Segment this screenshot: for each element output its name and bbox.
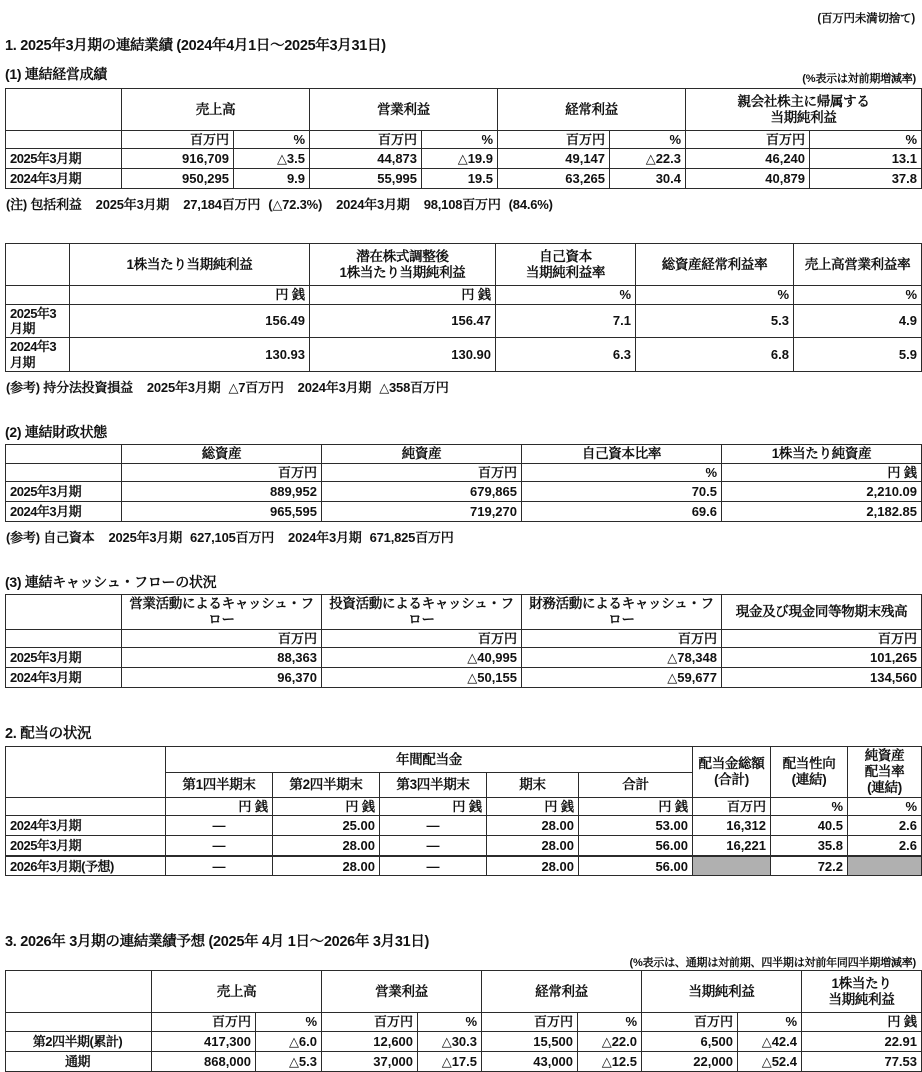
- unit-corner: [6, 1013, 152, 1031]
- financial-position-table: [5, 444, 922, 522]
- cell-value: 30.4: [610, 169, 686, 189]
- unit-row: [6, 1013, 922, 1031]
- unit-rounding-note: (百万円未満切捨て): [817, 13, 915, 25]
- cell-value: 70.5: [522, 482, 722, 502]
- header-year-end: 期末: [487, 772, 579, 797]
- equity-method-footnote: [6, 377, 919, 396]
- table-row: [6, 304, 922, 338]
- footnote-value-2: 671,825百万円: [369, 530, 454, 546]
- unit-roa: %: [636, 286, 794, 304]
- unit-total-assets: 百万円: [122, 463, 322, 481]
- cell-value: 130.93: [70, 338, 310, 372]
- header-ordinary-income: 経常利益: [498, 89, 686, 131]
- row-label: 2024年3月期: [6, 502, 122, 522]
- footnote-prefix: (注) 包括利益: [6, 197, 82, 213]
- cell-value: 96,370: [122, 668, 322, 688]
- cell-value: △40,995: [322, 648, 522, 668]
- unit-corner: [6, 630, 122, 648]
- row-label: 2025年3月期: [6, 836, 166, 856]
- cell-value: 69.6: [522, 502, 722, 522]
- cell-value: 130.90: [310, 338, 496, 372]
- unit-corner: [6, 131, 122, 149]
- dividends-table: [5, 746, 922, 876]
- table-row: [6, 502, 922, 522]
- footnote-period-2: 2024年3月期: [297, 379, 372, 395]
- footnote-value-2: 98,108百万円: [423, 197, 501, 213]
- cell-value: —: [380, 836, 487, 856]
- cell-value: 28.00: [273, 856, 380, 876]
- header-bps: 1株当たり純資産: [722, 444, 922, 463]
- cell-value: 868,000: [152, 1051, 256, 1071]
- cell-value: 2.6: [848, 816, 922, 836]
- cell-value: △12.5: [578, 1051, 642, 1071]
- subsection-1-2-title: (2) 連結財政状態: [5, 423, 107, 440]
- unit-year-end: 円 銭: [487, 798, 579, 816]
- cell-value: △78,348: [522, 648, 722, 668]
- cell-value: 134,560: [722, 668, 922, 688]
- footnote-prefix: (参考) 持分法投資損益: [6, 379, 133, 395]
- per-share-indicators-table: [5, 243, 922, 372]
- unit-ord-pct: %: [610, 131, 686, 149]
- table-row: [6, 338, 922, 372]
- unit-ni-amount: 百万円: [642, 1013, 738, 1031]
- footnote-prefix: (参考) 自己資本: [6, 530, 95, 546]
- table-header-row: [6, 971, 922, 1013]
- footnote-period-2: 2024年3月期: [288, 530, 362, 546]
- unit-row: [6, 630, 922, 648]
- unit-ni-pct: %: [738, 1013, 802, 1031]
- table-header-row: [6, 244, 922, 286]
- footnote-value-1: △7百万円: [228, 379, 284, 395]
- cell-value: 679,865: [322, 482, 522, 502]
- cell-value: 56.00: [579, 836, 693, 856]
- row-label: 2025年3月期: [6, 304, 70, 338]
- unit-total: 円 銭: [579, 798, 693, 816]
- row-label: 2025年3月期: [6, 648, 122, 668]
- header-net-sales: 売上高: [152, 971, 322, 1013]
- corner-cell: [6, 971, 152, 1013]
- header-operating-income: 営業利益: [310, 89, 498, 131]
- header-investing-cf: 投資活動によるキャッシュ・フロー: [322, 595, 522, 630]
- unit-equity-ratio: %: [522, 463, 722, 481]
- cell-value: △17.5: [418, 1051, 482, 1071]
- unit-financing-cf: 百万円: [522, 630, 722, 648]
- unit-ni-amount: 百万円: [686, 131, 810, 149]
- header-equity-ratio: 自己資本比率: [522, 444, 722, 463]
- cell-value: 72.2: [771, 856, 848, 876]
- unit-ni-pct: %: [810, 131, 922, 149]
- unit-sales-pct: %: [234, 131, 310, 149]
- unit-diluted-eps: 円 銭: [310, 286, 496, 304]
- header-dividend-on-equity: 純資産 配当率 (連結): [848, 747, 922, 798]
- cell-value: —: [380, 816, 487, 836]
- cell-value: △22.0: [578, 1031, 642, 1051]
- section-3-note: (%表示は、通期は対前期、四半期は対前年同四半期増減率): [629, 957, 916, 970]
- subsection-1-1-title: (1) 連結経営成績: [5, 66, 107, 82]
- footnote-pct-1: (△72.3%): [268, 197, 323, 213]
- cell-value: 19.5: [422, 169, 498, 189]
- corner-cell: [6, 444, 122, 463]
- unit-bps: 円 銭: [722, 463, 922, 481]
- cell-value: 55,995: [310, 169, 422, 189]
- table-row: [6, 1031, 922, 1051]
- consolidated-results-table: [5, 88, 922, 189]
- unit-eps: 円 銭: [70, 286, 310, 304]
- header-eps: 1株当たり当期純利益: [70, 244, 310, 286]
- cell-value: 4.9: [794, 304, 922, 338]
- unit-op-pct: %: [418, 1013, 482, 1031]
- cell-value: 156.49: [70, 304, 310, 338]
- subsection-1-3-title: (3) 連結キャッシュ・フローの状況: [5, 574, 217, 591]
- cell-value: △19.9: [422, 149, 498, 169]
- header-financing-cf: 財務活動によるキャッシュ・フロー: [522, 595, 722, 630]
- unit-sales-pct: %: [256, 1013, 322, 1031]
- unit-sales-amount: 百万円: [122, 131, 234, 149]
- unit-net-assets: 百万円: [322, 463, 522, 481]
- cell-value: 5.9: [794, 338, 922, 372]
- cell-value: 28.00: [487, 836, 579, 856]
- cell-value-disabled: [848, 856, 922, 876]
- unit-ord-amount: 百万円: [482, 1013, 578, 1031]
- unit-row: [6, 131, 922, 149]
- cell-value: 37.8: [810, 169, 922, 189]
- footnote-value-1: 27,184百万円: [183, 197, 261, 213]
- cell-value: —: [166, 856, 273, 876]
- cell-value: 43,000: [482, 1051, 578, 1071]
- row-label: 2025年3月期: [6, 149, 122, 169]
- unit-ord-pct: %: [578, 1013, 642, 1031]
- unit-payout-ratio: %: [771, 798, 848, 816]
- row-label: 通期: [6, 1051, 152, 1071]
- corner-cell: [6, 89, 122, 131]
- table-header-row: [6, 89, 922, 131]
- header-net-income-parent: 親会社株主に帰属する 当期純利益: [686, 89, 922, 131]
- cell-value: 719,270: [322, 502, 522, 522]
- unit-op-amount: 百万円: [310, 131, 422, 149]
- unit-corner: [6, 286, 70, 304]
- cell-value: —: [166, 836, 273, 856]
- row-label: 2026年3月期(予想): [6, 856, 166, 876]
- cell-value: 16,312: [693, 816, 771, 836]
- cell-value: △59,677: [522, 668, 722, 688]
- cell-value: 88,363: [122, 648, 322, 668]
- cell-value: 44,873: [310, 149, 422, 169]
- table-row: [6, 648, 922, 668]
- cell-value: 37,000: [322, 1051, 418, 1071]
- row-label: 2024年3月期: [6, 668, 122, 688]
- table-row: [6, 836, 922, 856]
- comprehensive-income-footnote: [6, 194, 919, 213]
- cell-value: 22,000: [642, 1051, 738, 1071]
- cell-value: 6.8: [636, 338, 794, 372]
- cell-value: 889,952: [122, 482, 322, 502]
- footnote-period-1: 2025年3月期: [146, 379, 221, 395]
- header-net-assets: 純資産: [322, 444, 522, 463]
- table-row: [6, 668, 922, 688]
- unit-row: [6, 286, 922, 304]
- cell-value: 2,210.09: [722, 482, 922, 502]
- corner-cell: [6, 595, 122, 630]
- section-3-title: 3. 2026年 3月期の連結業績予想 (2025年 4月 1日〜2026年 3月31日): [5, 934, 430, 951]
- cell-value: 35.8: [771, 836, 848, 856]
- corner-cell: [6, 244, 70, 286]
- header-cash-end-balance: 現金及び現金同等物期末残高: [722, 595, 922, 630]
- unit-roe: %: [496, 286, 636, 304]
- cell-value: —: [380, 856, 487, 876]
- cell-value: 5.3: [636, 304, 794, 338]
- header-total-assets: 総資産: [122, 444, 322, 463]
- section-1-title: 1. 2025年3月期の連結業績 (2024年4月1日〜2025年3月31日): [5, 38, 386, 54]
- cell-value: 916,709: [122, 149, 234, 169]
- unit-operating-cf: 百万円: [122, 630, 322, 648]
- unit-row: [6, 463, 922, 481]
- cell-value: 28.00: [487, 856, 579, 876]
- cell-value: △50,155: [322, 668, 522, 688]
- header-diluted-eps: 潜在株式調整後 1株当たり当期純利益: [310, 244, 496, 286]
- footnote-period-1: 2025年3月期: [108, 530, 183, 546]
- table-row-forecast: [6, 856, 922, 876]
- table-header-row: [6, 747, 922, 772]
- table-header-row: [6, 444, 922, 463]
- table-row: [6, 149, 922, 169]
- cell-value: 53.00: [579, 816, 693, 836]
- cell-value: 40,879: [686, 169, 810, 189]
- cell-value: △3.5: [234, 149, 310, 169]
- table-row: [6, 169, 922, 189]
- header-q1-end: 第1四半期末: [166, 772, 273, 797]
- cell-value: 28.00: [487, 816, 579, 836]
- cell-value: 2,182.85: [722, 502, 922, 522]
- table-row: [6, 816, 922, 836]
- header-net-income: 当期純利益: [642, 971, 802, 1013]
- section-2-title: 2. 配当の状況: [5, 726, 92, 743]
- cell-value: 101,265: [722, 648, 922, 668]
- cell-value: △52.4: [738, 1051, 802, 1071]
- footnote-value-2: △358百万円: [379, 379, 449, 395]
- cell-value: 12,600: [322, 1031, 418, 1051]
- cell-value: 156.47: [310, 304, 496, 338]
- footnote-value-1: 627,105百万円: [190, 530, 275, 546]
- cell-value: 6,500: [642, 1031, 738, 1051]
- subsection-1-1-note: (%表示は対前期増減率): [802, 73, 916, 85]
- unit-q2: 円 銭: [273, 798, 380, 816]
- header-annual-dividends: 年間配当金: [166, 747, 693, 772]
- cell-value: △22.3: [610, 149, 686, 169]
- row-label: 2024年3月期: [6, 816, 166, 836]
- table-header-row: [6, 595, 922, 630]
- unit-investing-cf: 百万円: [322, 630, 522, 648]
- header-roa: 総資産経常利益率: [636, 244, 794, 286]
- row-label: 第2四半期(累計): [6, 1031, 152, 1051]
- unit-doe: %: [848, 798, 922, 816]
- cell-value: △42.4: [738, 1031, 802, 1051]
- header-operating-margin: 売上高営業利益率: [794, 244, 922, 286]
- unit-op-pct: %: [422, 131, 498, 149]
- financial-results-document: [0, 10, 922, 1072]
- cell-value: 22.91: [802, 1031, 922, 1051]
- header-payout-ratio: 配当性向 (連結): [771, 747, 848, 798]
- cell-value: 28.00: [273, 836, 380, 856]
- header-total-dividends: 配当金総額 (合計): [693, 747, 771, 798]
- cell-value: 56.00: [579, 856, 693, 876]
- cell-value: 6.3: [496, 338, 636, 372]
- cell-value: 417,300: [152, 1031, 256, 1051]
- cell-value: 950,295: [122, 169, 234, 189]
- footnote-period-1: 2025年3月期: [95, 197, 170, 213]
- cell-value: 13.1: [810, 149, 922, 169]
- header-total: 合計: [579, 772, 693, 797]
- cell-value: 40.5: [771, 816, 848, 836]
- unit-row: [6, 798, 922, 816]
- cell-value: 25.00: [273, 816, 380, 836]
- table-row: [6, 1051, 922, 1071]
- corner-cell: [6, 747, 166, 798]
- cell-value: △30.3: [418, 1031, 482, 1051]
- cell-value: 63,265: [498, 169, 610, 189]
- forecast-table: [5, 970, 922, 1071]
- cell-value: 9.9: [234, 169, 310, 189]
- unit-op-amount: 百万円: [322, 1013, 418, 1031]
- cell-value: 2.6: [848, 836, 922, 856]
- cash-flow-table: [5, 594, 922, 688]
- header-operating-income: 営業利益: [322, 971, 482, 1013]
- cell-value: 15,500: [482, 1031, 578, 1051]
- unit-cash-end: 百万円: [722, 630, 922, 648]
- header-net-sales: 売上高: [122, 89, 310, 131]
- unit-op-margin: %: [794, 286, 922, 304]
- cell-value: 965,595: [122, 502, 322, 522]
- unit-corner: [6, 463, 122, 481]
- header-ordinary-income: 経常利益: [482, 971, 642, 1013]
- cell-value: 49,147: [498, 149, 610, 169]
- unit-corner: [6, 798, 166, 816]
- header-q2-end: 第2四半期末: [273, 772, 380, 797]
- unit-total-dividends: 百万円: [693, 798, 771, 816]
- cell-value: 77.53: [802, 1051, 922, 1071]
- footnote-pct-2: (84.6%): [508, 197, 553, 213]
- cell-value: 46,240: [686, 149, 810, 169]
- header-operating-cf: 営業活動によるキャッシュ・フロー: [122, 595, 322, 630]
- unit-q3: 円 銭: [380, 798, 487, 816]
- unit-sales-amount: 百万円: [152, 1013, 256, 1031]
- row-label: 2024年3月期: [6, 338, 70, 372]
- header-roe: 自己資本 当期純利益率: [496, 244, 636, 286]
- header-eps: 1株当たり 当期純利益: [802, 971, 922, 1013]
- unit-ord-amount: 百万円: [498, 131, 610, 149]
- unit-eps: 円 銭: [802, 1013, 922, 1031]
- cell-value-disabled: [693, 856, 771, 876]
- cell-value: 7.1: [496, 304, 636, 338]
- cell-value: —: [166, 816, 273, 836]
- shareholders-equity-footnote: [6, 527, 919, 546]
- header-q3-end: 第3四半期末: [380, 772, 487, 797]
- cell-value: 16,221: [693, 836, 771, 856]
- row-label: 2024年3月期: [6, 169, 122, 189]
- cell-value: △6.0: [256, 1031, 322, 1051]
- table-row: [6, 482, 922, 502]
- unit-q1: 円 銭: [166, 798, 273, 816]
- footnote-period-2: 2024年3月期: [336, 197, 410, 213]
- row-label: 2025年3月期: [6, 482, 122, 502]
- cell-value: △5.3: [256, 1051, 322, 1071]
